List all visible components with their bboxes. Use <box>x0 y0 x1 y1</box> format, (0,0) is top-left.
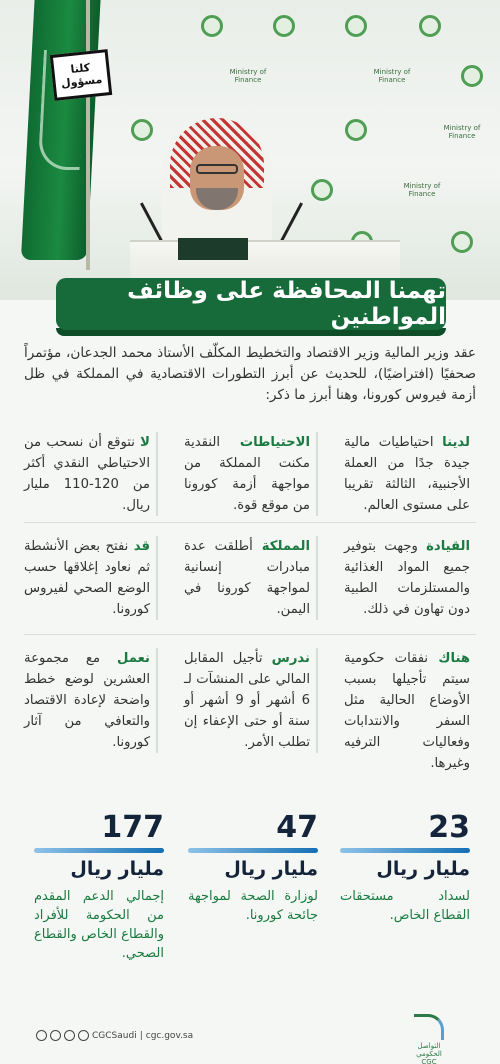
backdrop-logo: Ministry of Finance <box>443 124 481 140</box>
stat-unit: مليار ريال <box>224 858 318 880</box>
stat-value: 47 <box>276 810 318 845</box>
row-divider <box>24 522 476 523</box>
snapchat-icon[interactable] <box>78 1030 89 1041</box>
hero-photo <box>0 0 500 300</box>
headline-banner <box>56 278 446 330</box>
social-handle[interactable]: CGCSaudi <box>92 1030 137 1041</box>
stat-value: 177 <box>101 810 164 845</box>
backdrop-logo <box>440 222 484 262</box>
point-item: الاحتياطات النقدية مكنت المملكة من مواجهة أزمة كورونا من موقع قوة. <box>184 432 316 516</box>
point-item: المملكة أطلقت عدة مبادرات إنسانية لمواجهة كورونا في اليمن. <box>184 536 316 620</box>
cgc-mark-icon <box>414 1014 444 1040</box>
stat-underline <box>340 848 470 853</box>
point-item: لدينا احتياطيات مالية جيدة جدًا من العملة الأجنبية، الثالثة تقريبا على مستوى العالم. <box>344 435 470 513</box>
flag-pole <box>86 0 90 270</box>
point-item: ندرس تأجيل المقابل المالي على المنشآت لـ 6 أشهر أو 9 أشهر أو سنة أو حتى الإعفاء إن تطلب الأمر. <box>184 648 316 753</box>
campaign-sticker: كلنا مسؤول <box>50 49 112 101</box>
twitter-icon[interactable] <box>36 1030 47 1041</box>
backdrop-logo: Ministry of Finance <box>403 182 441 198</box>
backdrop-logo: Ministry of Finance <box>373 68 411 84</box>
intro-paragraph: عقد وزير المالية وزير الاقتصاد والتخطيط المكلّف الأستاذ محمد الجدعان، مؤتمراً صحفيًا (افتراضيًا)، للحديث عن أبرز التطورات الاقتصادية في المملكة في ظل أزمة فيروس كورونا، وهنا أبرز ما ذكر: <box>24 345 476 403</box>
point-item: نعمل مع مجموعة العشرين لوضع خطط واضحة لإعادة الاقتصاد والتعافي من آثار كورونا. <box>24 648 156 753</box>
stat-unit: مليار ريال <box>376 858 470 880</box>
backdrop-logo: Ministry of Finance <box>229 68 267 84</box>
stat-underline <box>188 848 318 853</box>
stat-block <box>188 810 318 925</box>
point-item: قد نفتح بعض الأنشطة ثم نعاود إغلاقها حسب الوضع الصحي لفيروس كورونا. <box>24 536 156 620</box>
backdrop-logo <box>190 6 234 46</box>
backdrop-logo <box>334 6 378 46</box>
point-item: القيادة وجهت بتوفير جميع المواد الغذائية والمستلزمات الطبية دون تهاون في ذلك. <box>344 539 470 617</box>
stat-unit: مليار ريال <box>70 858 164 880</box>
row-divider <box>24 634 476 635</box>
youtube-icon[interactable] <box>64 1030 75 1041</box>
stat-block <box>34 810 164 963</box>
cgc-logo: التواصل الحكومي CGC <box>406 1014 452 1058</box>
footer-separator: | <box>139 1030 143 1041</box>
stat-underline <box>34 848 164 853</box>
point-item: هناك نفقات حكومية سيتم تأجيلها بسبب الأوضاع الحالية مثل السفر والانتدابات وفعاليات الترفيه وغيرها. <box>344 651 470 771</box>
backdrop-logo <box>262 6 306 46</box>
social-links <box>36 1030 193 1041</box>
stat-description: إجمالي الدعم المقدم من الحكومة للأفراد والقطاع الخاص والقطاع الصحي. <box>34 889 164 961</box>
headline-title: تهمنا المحافظة على وظائف المواطنين <box>127 278 446 330</box>
footer <box>0 1006 500 1064</box>
stat-description: لسداد مستحقات القطاع الخاص. <box>340 889 470 923</box>
stat-value: 23 <box>428 810 470 845</box>
backdrop-logo <box>450 56 494 96</box>
backdrop-logo <box>408 6 452 46</box>
website-link[interactable]: cgc.gov.sa <box>145 1030 194 1041</box>
speaker-figure <box>140 118 290 248</box>
backdrop-logo <box>334 110 378 150</box>
instagram-icon[interactable] <box>50 1030 61 1041</box>
backdrop-logo <box>300 170 344 210</box>
name-plate <box>178 238 248 260</box>
point-item: لا نتوقع أن نسحب من الاحتياطي النقدي أكثر من 120-110 مليار ريال. <box>24 432 156 516</box>
stat-description: لوزارة الصحة لمواجهة جائحة كورونا. <box>188 889 318 923</box>
stat-block <box>340 810 470 925</box>
